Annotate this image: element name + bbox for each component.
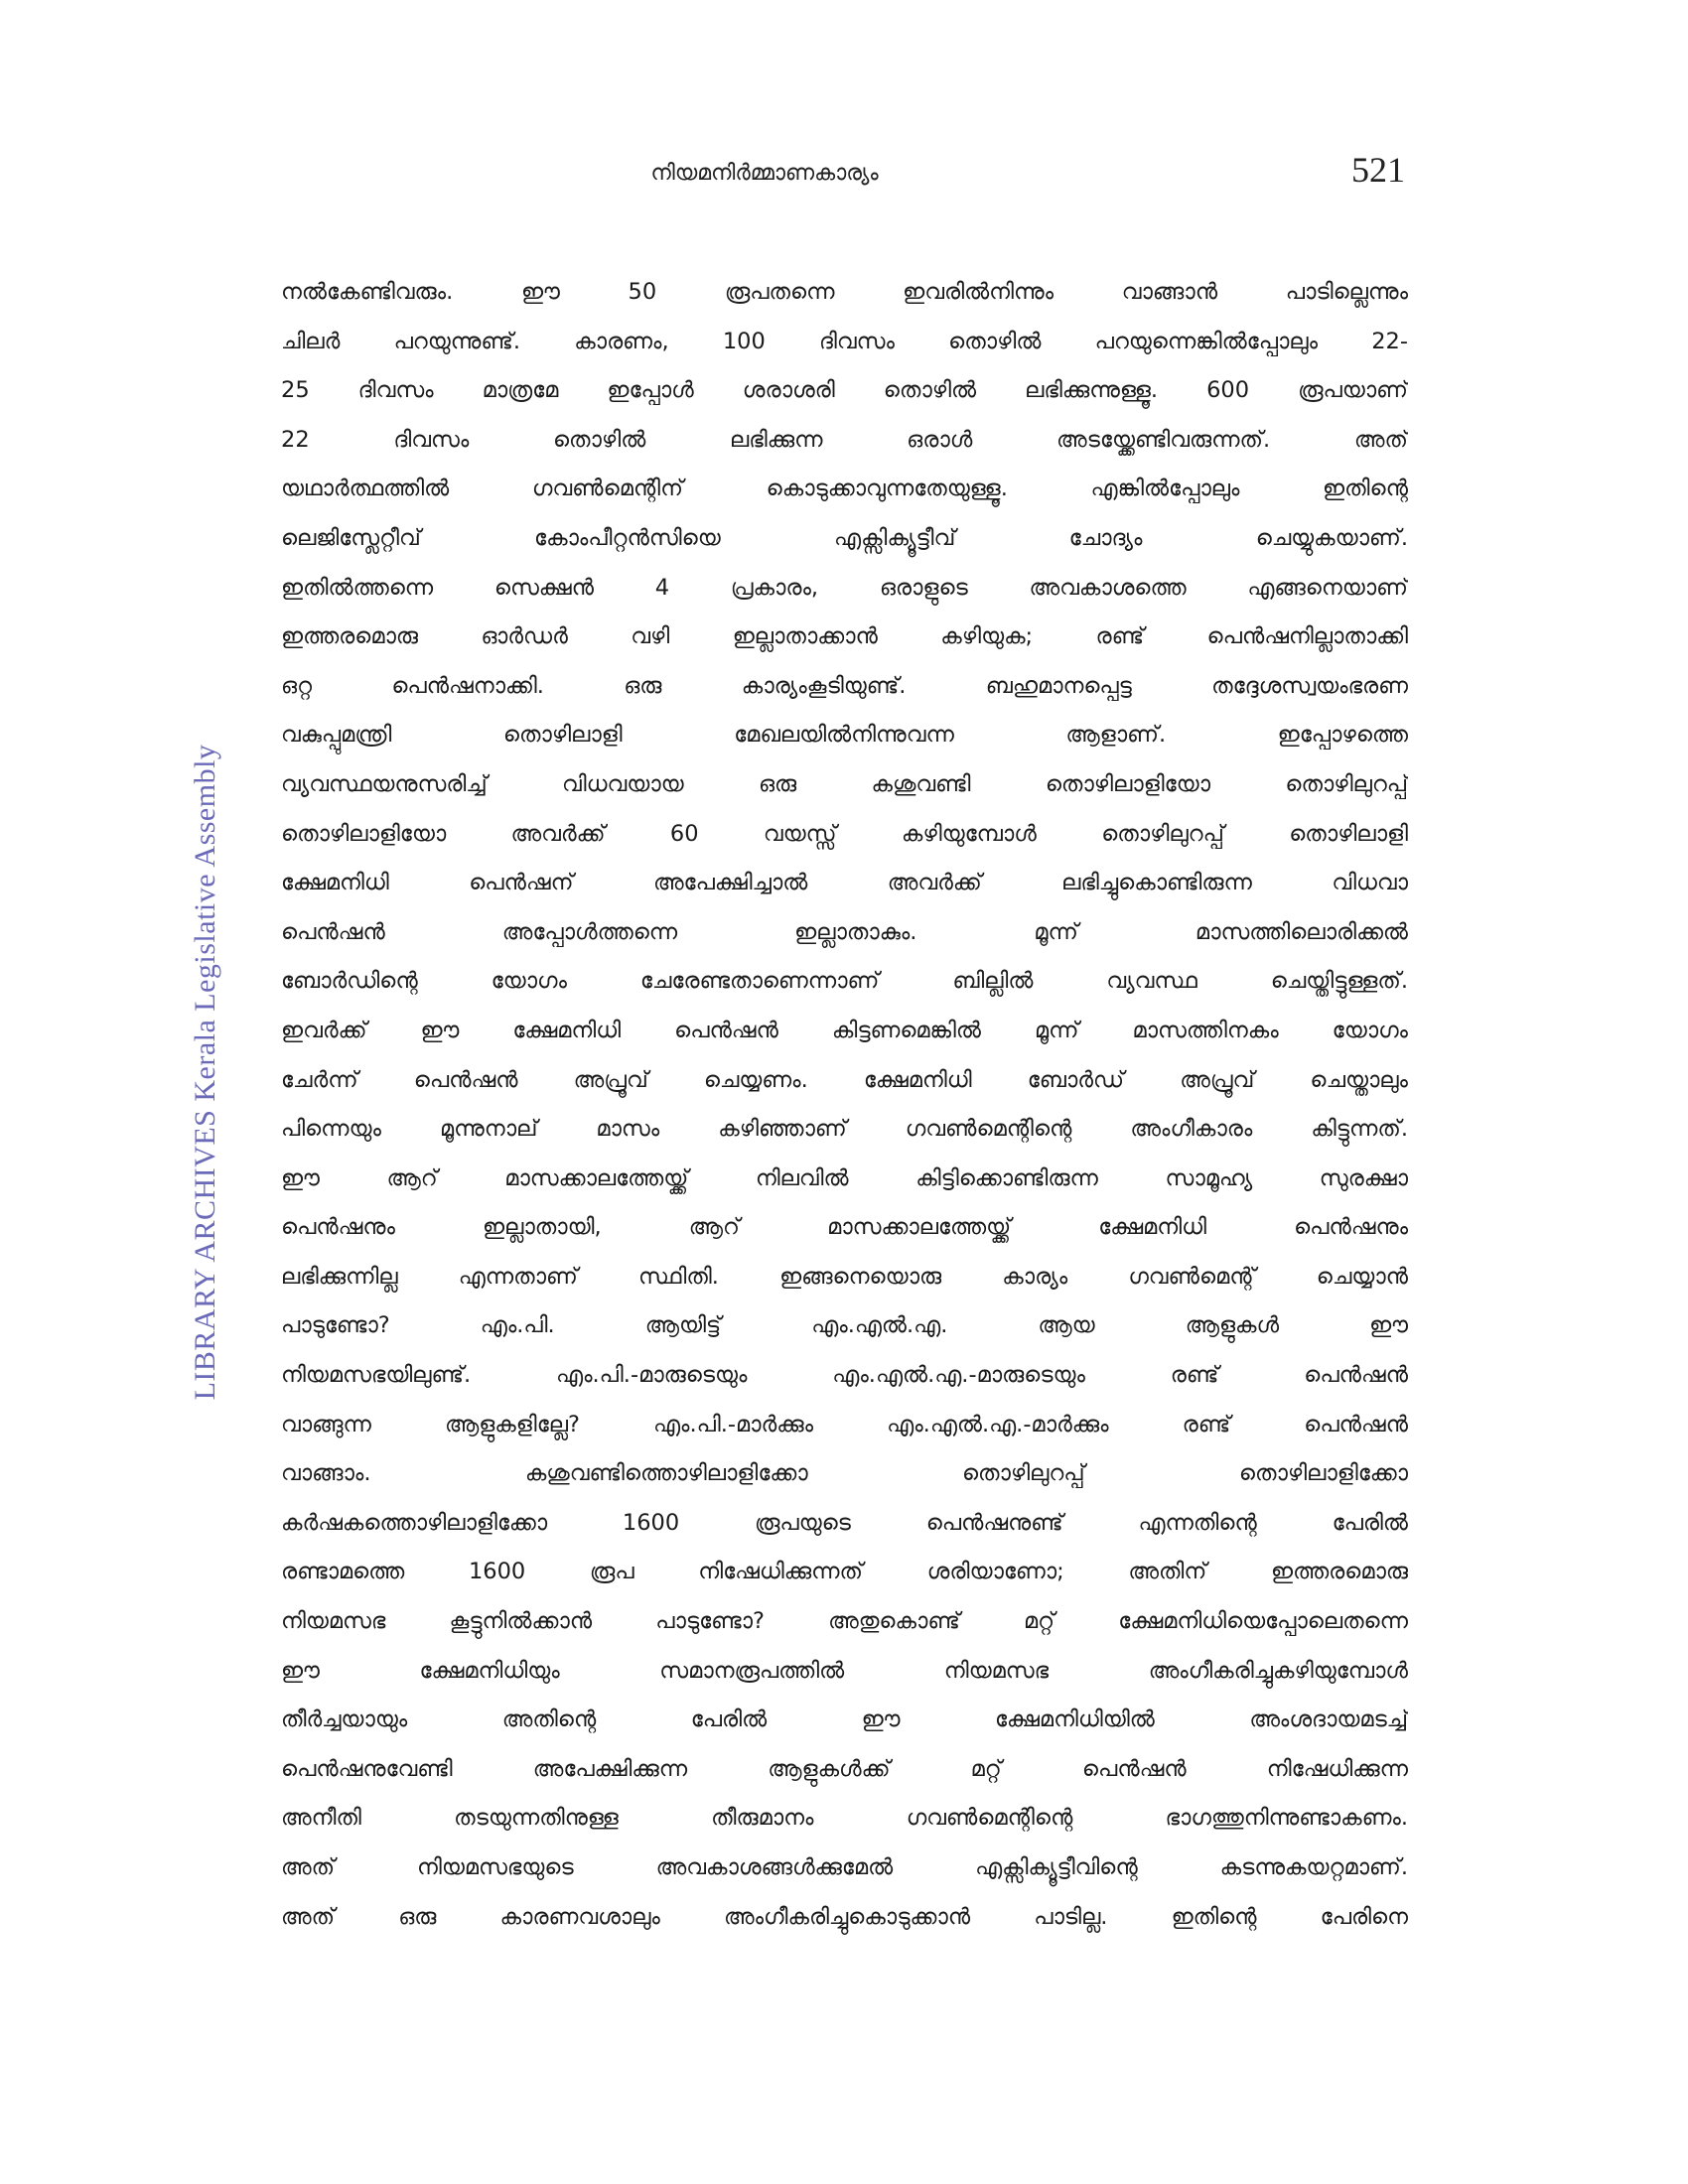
running-title: നിയമനിർമ്മാണകാര്യം [650, 161, 879, 186]
text-line: തൊഴിലാളിയോ അവർക്ക് 60 വയസ്സ് കഴിയുമ്പോൾ തൊഴിലുറപ്പ് തൊഴിലാളി [281, 820, 1408, 847]
text-line: പാടുണ്ടോ? എം.പി. ആയിട്ട് എം.എൽ.എ. ആയ ആളുകൾ ഈ [281, 1312, 1408, 1339]
text-line: 22 ദിവസം തൊഴിൽ ലഭിക്കുന്ന ഒരാൾ അടയ്ക്കേണ്ടിവരുന്നത്. അത് [281, 426, 1408, 453]
text-line: നിയമസഭ കൂട്ടുനിൽക്കാൻ പാടുണ്ടോ? അതുകൊണ്ട് മറ്റ് ക്ഷേമനിധിയെപ്പോലെതന്നെ [281, 1608, 1408, 1635]
text-line: ഈ ക്ഷേമനിധിയും സമാനരൂപത്തിൽ നിയമസഭ അംഗീകരിച്ചുകഴിയുമ്പോൾ [281, 1657, 1408, 1684]
text-line: ഒറ്റ പെൻഷനാക്കി. ഒരു കാര്യംകൂടിയുണ്ട്. ബഹുമാനപ്പെട്ട തദ്ദേശസ്വയംഭരണ [281, 672, 1408, 699]
text-line: വാങ്ങാം. കശുവണ്ടിത്തൊഴിലാളിക്കോ തൊഴിലുറപ്പ് തൊഴിലാളിക്കോ [281, 1460, 1408, 1487]
text-line: അത് ഒരു കാരണവശാലും അംഗീകരിച്ചുകൊടുക്കാൻ പാടില്ല. ഇതിന്റെ പേരിനെ [281, 1903, 1408, 1930]
text-line: അത് നിയമസഭയുടെ അവകാശങ്ങൾക്കുമേൽ എക്സിക്യൂട്ടീവിന്റെ കടന്നുകയറ്റമാണ്. [281, 1854, 1408, 1880]
text-line: തീർച്ചയായും അതിന്റെ പേരിൽ ഈ ക്ഷേമനിധിയിൽ അംശദായമടച്ച് [281, 1706, 1408, 1733]
text-line: 25 ദിവസം മാത്രമേ ഇപ്പോൾ ശരാശരി തൊഴിൽ ലഭിക്കുന്നുള്ളൂ. 600 രൂപയാണ് [281, 377, 1408, 404]
text-line: ബോർഡിന്റെ യോഗം ചേരേണ്ടതാണെന്നാണ് ബില്ലിൽ വ്യവസ്ഥ ചെയ്തിട്ടുള്ളത്. [281, 968, 1408, 995]
page-header [0, 149, 1688, 199]
text-line: നിയമസഭയിലുണ്ട്. എം.പി.-മാരുടെയും എം.എൽ.എ.-മാരുടെയും രണ്ട് പെൻഷൻ [281, 1362, 1408, 1389]
text-line: ചേർന്ന് പെൻഷൻ അപ്രൂവ് ചെയ്യണം. ക്ഷേമനിധി ബോർഡ് അപ്രൂവ് ചെയ്താലും [281, 1066, 1408, 1093]
text-line: പെൻഷനും ഇല്ലാതായി, ആറ് മാസക്കാലത്തേയ്ക്ക് ക്ഷേമനിധി പെൻഷനും [281, 1214, 1408, 1241]
text-line: കർഷകത്തൊഴിലാളിക്കോ 1600 രൂപയുടെ പെൻഷനുണ്ട് എന്നതിന്റെ പേരിൽ [281, 1509, 1408, 1536]
text-line: ലഭിക്കുന്നില്ല എന്നതാണ് സ്ഥിതി. ഇങ്ങനെയൊരു കാര്യം ഗവൺമെന്റ് ചെയ്യാൻ [281, 1263, 1408, 1290]
text-line: ഇതിൽത്തന്നെ സെക്ഷൻ 4 പ്രകാരം, ഒരാളുടെ അവകാശത്തെ എങ്ങനെയാണ് [281, 574, 1408, 601]
text-line: പിന്നെയും മൂന്നുനാല് മാസം കഴിഞ്ഞാണ് ഗവൺമെന്റിന്റെ അംഗീകാരം കിട്ടുന്നത്. [281, 1116, 1408, 1143]
text-line: ക്ഷേമനിധി പെൻഷന് അപേക്ഷിച്ചാൽ അവർക്ക് ലഭിച്ചുകൊണ്ടിരുന്ന വിധവാ [281, 870, 1408, 896]
text-line: ഇവർക്ക് ഈ ക്ഷേമനിധി പെൻഷൻ കിട്ടണമെങ്കിൽ മൂന്ന് മാസത്തിനകം യോഗം [281, 1017, 1408, 1043]
text-line: രണ്ടാമത്തെ 1600 രൂപ നിഷേധിക്കുന്നത് ശരിയാണോ; അതിന് ഇത്തരമൊരു [281, 1559, 1408, 1585]
text-line: പെൻഷൻ അപ്പോൾത്തന്നെ ഇല്ലാതാകും. മൂന്ന് മാസത്തിലൊരിക്കൽ [281, 918, 1408, 945]
text-line: ഈ ആറ് മാസക്കാലത്തേയ്ക്ക് നിലവിൽ കിട്ടിക്കൊണ്ടിരുന്ന സാമൂഹ്യ സുരക്ഷാ [281, 1164, 1408, 1191]
library-archives-watermark: LIBRARY ARCHIVES Kerala Legislative Assembly [189, 744, 221, 1401]
text-line: വകുപ്പുമന്ത്രി തൊഴിലാളി മേഖലയിൽനിന്നുവന്ന ആളാണ്. ഇപ്പോഴത്തെ [281, 722, 1408, 749]
body-text [281, 268, 1408, 1942]
text-line: നൽകേണ്ടിവരും. ഈ 50 രൂപതന്നെ ഇവരിൽനിന്നും വാങ്ങാൻ പാടില്ലെന്നും [281, 279, 1408, 305]
page-number: 521 [1351, 150, 1405, 190]
text-line: പെൻഷനുവേണ്ടി അപേക്ഷിക്കുന്ന ആളുകൾക്ക് മറ്റ് പെൻഷൻ നിഷേധിക്കുന്ന [281, 1755, 1408, 1782]
text-line: വ്യവസ്ഥയനുസരിച്ച് വിധവയായ ഒരു കശുവണ്ടി തൊഴിലാളിയോ തൊഴിലുറപ്പ് [281, 770, 1408, 797]
text-line: ലെജിസ്ലേറ്റീവ് കോംപീറ്റൻസിയെ എക്സിക്യൂട്ടീവ് ചോദ്യം ചെയ്യുകയാണ്. [281, 524, 1408, 551]
text-line: ഇത്തരമൊരു ഓർഡർ വഴി ഇല്ലാതാക്കാൻ കഴിയുക; രണ്ട് പെൻഷനില്ലാതാക്കി [281, 623, 1408, 650]
text-line: ചിലർ പറയുന്നുണ്ട്. കാരണം, 100 ദിവസം തൊഴിൽ പറയുന്നെങ്കിൽപ്പോലും 22- [281, 328, 1408, 354]
text-line: യഥാർത്ഥത്തിൽ ഗവൺമെന്റിന് കൊടുക്കാവുന്നതേയുള്ളൂ. എങ്കിൽപ്പോലും ഇതിന്റെ [281, 476, 1408, 502]
text-line: അനീതി തടയുന്നതിനുള്ള തീരുമാനം ഗവൺമെന്റിന്റെ ഭാഗത്തുനിന്നുണ്ടാകണം. [281, 1805, 1408, 1832]
text-line: വാങ്ങുന്ന ആളുകളില്ലേ? എം.പി.-മാർക്കും എം.എൽ.എ.-മാർക്കും രണ്ട് പെൻഷൻ [281, 1411, 1408, 1437]
